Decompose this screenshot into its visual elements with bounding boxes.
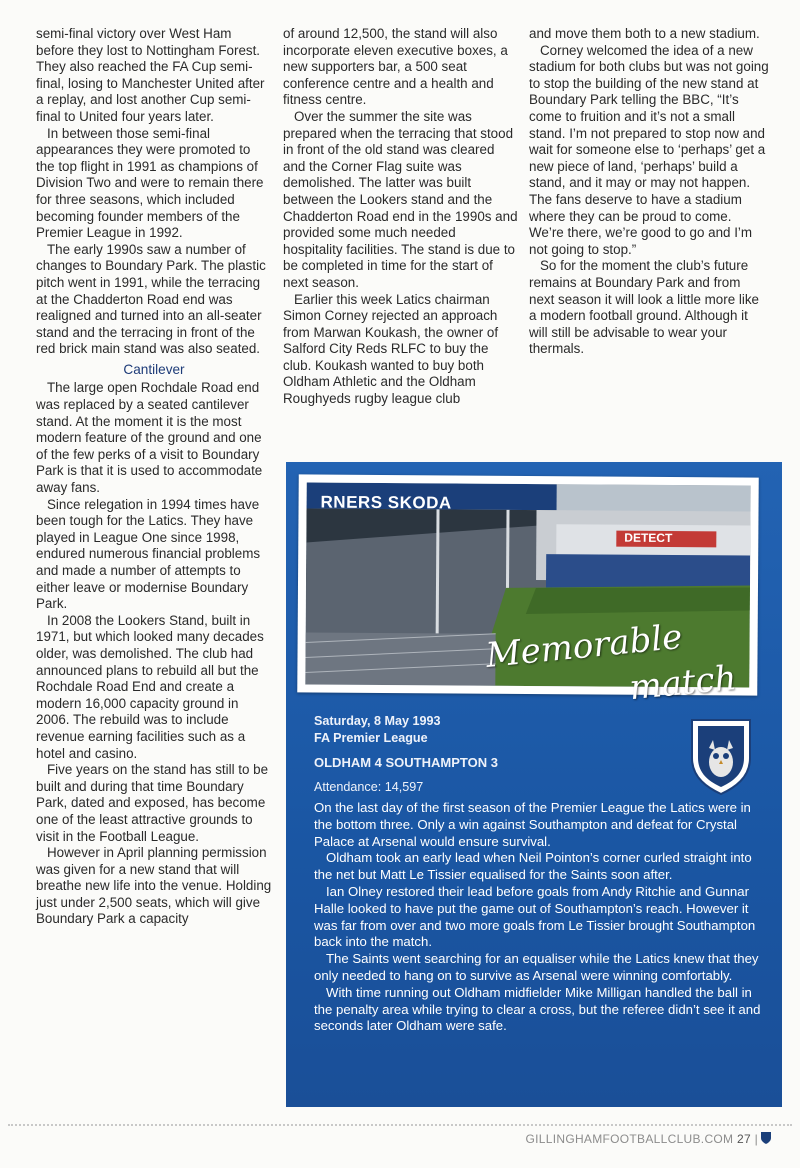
report-paragraph: Ian Olney restored their lead before goals from Andy Ritchie and Gunnar Halle looked to have put the game out of Southampton’s reach. However it was far from over and two more goals from Le Tissier brought Southampton back into the match. bbox=[314, 883, 756, 950]
memorable-match-box bbox=[286, 462, 782, 1107]
paragraph: Since relegation in 1994 times have been tough for the Latics. They have played in League One since 1998, endured numerous financial problems and made a number of attempts to either leave or modernise Boundary Park. bbox=[36, 496, 261, 612]
paragraph: So for the moment the club’s future remains at Boundary Park and from next season it will look a little more like a modern football ground. Although it will still be advisable to wear your thermals. bbox=[529, 258, 759, 357]
paragraph: In 2008 the Lookers Stand, built in 1971, but which looked many decades older, was demolished. The club had announced plans to rebuild all but the Rochdale Road End and create a modern 16,000 capacity ground in 2006. The rebuild was to include revenue earning facilities such as a hotel and casino. bbox=[36, 612, 264, 761]
match-score: OLDHAM 4 SOUTHAMPTON 3 bbox=[314, 755, 498, 770]
page-number: 27 bbox=[736, 1132, 751, 1146]
memorable-title: Memorable bbox=[484, 616, 684, 676]
article-column-2 bbox=[283, 26, 518, 408]
match-report bbox=[314, 800, 764, 1035]
stadium-photo bbox=[297, 474, 759, 709]
paragraph: The early 1990s saw a number of changes to Boundary Park. The plastic pitch went in 1991, while the terracing at the Chadderton Road end was realigned and turned into an all-seater stand and the terracing in front of the red brick main stand was also seated. bbox=[36, 241, 266, 357]
subheading: Cantilever bbox=[123, 361, 185, 377]
match-competition: FA Premier League bbox=[314, 731, 428, 745]
article-column-3 bbox=[529, 26, 769, 358]
match-attendance: Attendance: 14,597 bbox=[314, 780, 424, 794]
report-paragraph: With time running out Oldham midfielder Mike Milligan handled the ball in the penalty area while trying to clear a cross, but the referee didn’t see it and seconds later Oldham were safe. bbox=[314, 984, 761, 1034]
paragraph: Corney welcomed the idea of a new stadium for both clubs but was not going to stop the building of the new stand at Boundary Park telling the BBC, “It’s come to fruition and it’s not a small stand. I’m not prepared to stop now and wait for someone else to ‘perhaps’ get a new piece of land, ‘perhaps’ build a stand, and it may or may not happen. The fans deserve to have a stadium where they can be proud to come. We’re there, we’re good to go and I’m not going to stop.” bbox=[529, 42, 769, 257]
report-paragraph: The Saints went searching for an equaliser while the Latics knew that they only needed to hang on to survive as Arsenal were winning comfortably. bbox=[314, 951, 759, 983]
paragraph: semi-final victory over West Ham before they lost to Nottingham Forest. They also reached the FA Cup semi-final, losing to Manchester United after a replay, and lost another Cup semi-final to United four years later. bbox=[36, 26, 265, 124]
report-paragraph: On the last day of the first season of the Premier League the Latics were in the bottom three. Only a win against Southampton and defeat for Crystal Palace at Arsenal would ensure survival. bbox=[314, 800, 751, 849]
paragraph: However in April planning permission was given for a new stand that will breathe new life into the venue. Holding just under 2,500 seats, which will give Boundary Park a capacity bbox=[36, 845, 272, 927]
ad-board: DETECT bbox=[624, 530, 673, 546]
paragraph: In between those semi-final appearances they were promoted to the top flight in 1991 as champions of Division Two and were to remain there for three seasons, which included becoming founder members of the Premier League in 1992. bbox=[36, 125, 264, 241]
match-date: Saturday, 8 May 1993 bbox=[314, 714, 441, 728]
paragraph: of around 12,500, the stand will also incorporate eleven executive boxes, a new supporters bar, a 500 seat conference centre and a health and fitness centre. bbox=[283, 26, 508, 108]
paragraph: Earlier this week Latics chairman Simon Corney rejected an approach from Marwan Koukash, the owner of Salford City Reds RLFC to buy the club. Koukash wanted to buy both Oldham Athletic and the Oldham Roughyeds rugby league club bbox=[283, 291, 499, 407]
paragraph: and move them both to a new stadium. bbox=[529, 26, 760, 41]
report-paragraph: Oldham took an early lead when Neil Pointon’s corner curled straight into the net but Matt Le Tissier equalised for the Saints soon after. bbox=[314, 850, 752, 883]
paragraph: Over the summer the site was prepared when the terracing that stood in front of the old stand was cleared and the Corner Flag suite was demolished. The latter was built between the Lookers stand and the Chadderton Road end in the 1990s and provided some much needed hospitality facilities. The stand is due to be completed in time for the start of next season. bbox=[283, 108, 518, 290]
footer-site: GILLINGHAMFOOTBALLCLUB.COM bbox=[525, 1132, 734, 1146]
match-title: match bbox=[627, 657, 739, 709]
footer-divider bbox=[8, 1124, 792, 1126]
paragraph: The large open Rochdale Road end was replaced by a seated cantilever stand. At the moment it is the most modern feature of the ground and one of the few perks of a visit to Boundary Park is that it is used to accommodate away fans. bbox=[36, 380, 263, 496]
oldham-athletic-crest-icon bbox=[686, 716, 756, 796]
article-column-1 bbox=[36, 26, 272, 928]
paragraph: Five years on the stand has still to be built and during that time Boundary Park, dated and exposed, has become one of the least attractive grounds to visit in the Football League. bbox=[36, 762, 269, 844]
page-footer: GILLINGHAMFOOTBALLCLUB.COM 27 | bbox=[525, 1132, 758, 1146]
club-logo-icon bbox=[760, 1131, 772, 1145]
stand-sign: RNERS SKODA bbox=[320, 492, 452, 513]
